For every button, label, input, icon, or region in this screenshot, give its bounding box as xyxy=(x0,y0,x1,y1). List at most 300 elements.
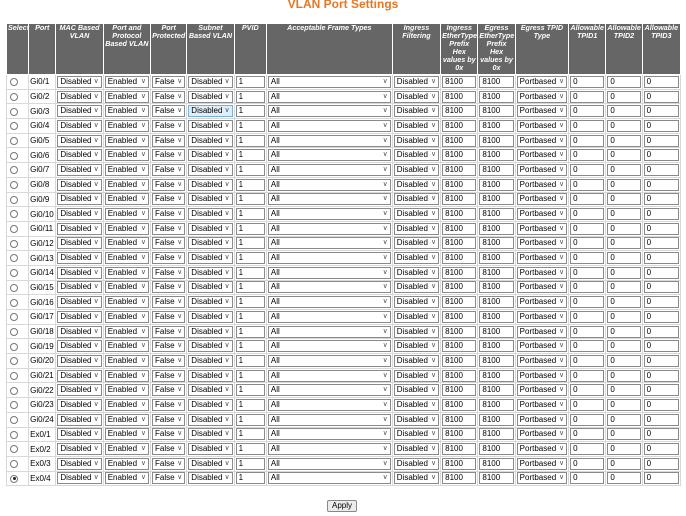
mac-vlan-select[interactable] xyxy=(57,149,101,161)
tpid3-input[interactable]: 0 xyxy=(644,326,679,338)
egress-ethertype-input[interactable]: 8100 xyxy=(479,472,513,484)
subnet-vlan-select[interactable] xyxy=(188,193,232,205)
egress-tpid-type-select[interactable] xyxy=(517,208,567,220)
tpid2-input[interactable]: 0 xyxy=(607,428,640,440)
select-radio[interactable] xyxy=(10,181,18,189)
select-radio[interactable] xyxy=(10,299,18,307)
select-radio[interactable] xyxy=(10,445,18,453)
tpid2-input[interactable]: 0 xyxy=(607,164,640,176)
ingress-filtering-select[interactable] xyxy=(394,208,439,220)
port-protected-select[interactable] xyxy=(152,428,185,440)
egress-ethertype-input[interactable]: 8100 xyxy=(479,252,513,264)
tpid1-input[interactable]: 0 xyxy=(570,237,604,249)
frame-types-select[interactable] xyxy=(268,370,391,382)
select-radio[interactable] xyxy=(10,416,18,424)
egress-ethertype-input[interactable]: 8100 xyxy=(479,237,513,249)
mac-vlan-select[interactable] xyxy=(57,237,101,249)
ingress-ethertype-input[interactable]: 8100 xyxy=(442,414,476,426)
pvid-input[interactable]: 1 xyxy=(236,164,265,176)
frame-types-select[interactable] xyxy=(268,443,391,455)
tpid3-input[interactable]: 0 xyxy=(644,105,679,117)
tpid2-input[interactable]: 0 xyxy=(607,296,640,308)
egress-ethertype-input[interactable]: 8100 xyxy=(479,76,513,88)
mac-vlan-select[interactable] xyxy=(57,428,101,440)
select-radio[interactable] xyxy=(10,269,18,277)
proto-vlan-select[interactable] xyxy=(105,237,149,249)
tpid3-input[interactable]: 0 xyxy=(644,76,679,88)
ingress-ethertype-input[interactable]: 8100 xyxy=(442,179,476,191)
tpid2-input[interactable]: 0 xyxy=(607,443,640,455)
frame-types-select[interactable] xyxy=(268,149,391,161)
ingress-ethertype-input[interactable]: 8100 xyxy=(442,384,476,396)
select-radio[interactable] xyxy=(10,78,18,86)
subnet-vlan-select[interactable] xyxy=(188,149,232,161)
tpid1-input[interactable]: 0 xyxy=(570,399,604,411)
ingress-filtering-select[interactable] xyxy=(394,428,439,440)
tpid2-input[interactable]: 0 xyxy=(607,384,640,396)
egress-ethertype-input[interactable]: 8100 xyxy=(479,208,513,220)
proto-vlan-select[interactable] xyxy=(105,296,149,308)
egress-tpid-type-select[interactable] xyxy=(517,340,567,352)
egress-ethertype-input[interactable]: 8100 xyxy=(479,296,513,308)
subnet-vlan-select[interactable] xyxy=(188,179,232,191)
tpid3-input[interactable]: 0 xyxy=(644,472,679,484)
ingress-filtering-select[interactable] xyxy=(394,105,439,117)
port-protected-select[interactable] xyxy=(152,252,185,264)
port-protected-select[interactable] xyxy=(152,208,185,220)
port-protected-select[interactable] xyxy=(152,179,185,191)
port-protected-select[interactable] xyxy=(152,399,185,411)
tpid2-input[interactable]: 0 xyxy=(607,472,640,484)
tpid3-input[interactable]: 0 xyxy=(644,120,679,132)
tpid3-input[interactable]: 0 xyxy=(644,237,679,249)
tpid1-input[interactable]: 0 xyxy=(570,311,604,323)
pvid-input[interactable]: 1 xyxy=(236,281,265,293)
mac-vlan-select[interactable] xyxy=(57,281,101,293)
ingress-ethertype-input[interactable]: 8100 xyxy=(442,135,476,147)
select-radio[interactable] xyxy=(10,475,18,483)
mac-vlan-select[interactable] xyxy=(57,267,101,279)
proto-vlan-select[interactable] xyxy=(105,311,149,323)
subnet-vlan-select[interactable] xyxy=(188,105,232,117)
tpid1-input[interactable]: 0 xyxy=(570,105,604,117)
subnet-vlan-select[interactable] xyxy=(188,296,232,308)
pvid-input[interactable]: 1 xyxy=(236,223,265,235)
egress-tpid-type-select[interactable] xyxy=(517,399,567,411)
port-protected-select[interactable] xyxy=(152,458,185,470)
proto-vlan-select[interactable] xyxy=(105,340,149,352)
ingress-ethertype-input[interactable]: 8100 xyxy=(442,76,476,88)
egress-tpid-type-select[interactable] xyxy=(517,91,567,103)
port-protected-select[interactable] xyxy=(152,326,185,338)
ingress-ethertype-input[interactable]: 8100 xyxy=(442,193,476,205)
port-protected-select[interactable] xyxy=(152,311,185,323)
subnet-vlan-select[interactable] xyxy=(188,384,232,396)
select-radio[interactable] xyxy=(10,328,18,336)
pvid-input[interactable]: 1 xyxy=(236,105,265,117)
subnet-vlan-select[interactable] xyxy=(188,340,232,352)
egress-ethertype-input[interactable]: 8100 xyxy=(479,105,513,117)
tpid2-input[interactable]: 0 xyxy=(607,399,640,411)
pvid-input[interactable]: 1 xyxy=(236,355,265,367)
egress-tpid-type-select[interactable] xyxy=(517,149,567,161)
subnet-vlan-select[interactable] xyxy=(188,237,232,249)
port-protected-select[interactable] xyxy=(152,149,185,161)
frame-types-select[interactable] xyxy=(268,76,391,88)
egress-ethertype-input[interactable]: 8100 xyxy=(479,355,513,367)
ingress-ethertype-input[interactable]: 8100 xyxy=(442,149,476,161)
tpid2-input[interactable]: 0 xyxy=(607,252,640,264)
egress-tpid-type-select[interactable] xyxy=(517,237,567,249)
tpid2-input[interactable]: 0 xyxy=(607,458,640,470)
port-protected-select[interactable] xyxy=(152,340,185,352)
egress-ethertype-input[interactable]: 8100 xyxy=(479,91,513,103)
ingress-filtering-select[interactable] xyxy=(394,458,439,470)
egress-tpid-type-select[interactable] xyxy=(517,281,567,293)
proto-vlan-select[interactable] xyxy=(105,414,149,426)
egress-ethertype-input[interactable]: 8100 xyxy=(479,120,513,132)
mac-vlan-select[interactable] xyxy=(57,355,101,367)
tpid2-input[interactable]: 0 xyxy=(607,237,640,249)
proto-vlan-select[interactable] xyxy=(105,135,149,147)
ingress-filtering-select[interactable] xyxy=(394,149,439,161)
port-protected-select[interactable] xyxy=(152,237,185,249)
proto-vlan-select[interactable] xyxy=(105,120,149,132)
select-radio[interactable] xyxy=(10,372,18,380)
mac-vlan-select[interactable] xyxy=(57,252,101,264)
mac-vlan-select[interactable] xyxy=(57,399,101,411)
proto-vlan-select[interactable] xyxy=(105,179,149,191)
select-radio[interactable] xyxy=(10,93,18,101)
mac-vlan-select[interactable] xyxy=(57,296,101,308)
subnet-vlan-select[interactable] xyxy=(188,135,232,147)
frame-types-select[interactable] xyxy=(268,281,391,293)
port-protected-select[interactable] xyxy=(152,91,185,103)
ingress-filtering-select[interactable] xyxy=(394,91,439,103)
frame-types-select[interactable] xyxy=(268,326,391,338)
subnet-vlan-select[interactable] xyxy=(188,443,232,455)
subnet-vlan-select[interactable] xyxy=(188,281,232,293)
proto-vlan-select[interactable] xyxy=(105,164,149,176)
tpid2-input[interactable]: 0 xyxy=(607,355,640,367)
proto-vlan-select[interactable] xyxy=(105,355,149,367)
proto-vlan-select[interactable] xyxy=(105,458,149,470)
ingress-filtering-select[interactable] xyxy=(394,472,439,484)
port-protected-select[interactable] xyxy=(152,193,185,205)
subnet-vlan-select[interactable] xyxy=(188,355,232,367)
frame-types-select[interactable] xyxy=(268,384,391,396)
tpid2-input[interactable]: 0 xyxy=(607,267,640,279)
proto-vlan-select[interactable] xyxy=(105,91,149,103)
tpid3-input[interactable]: 0 xyxy=(644,267,679,279)
ingress-filtering-select[interactable] xyxy=(394,370,439,382)
ingress-filtering-select[interactable] xyxy=(394,135,439,147)
ingress-ethertype-input[interactable]: 8100 xyxy=(442,340,476,352)
pvid-input[interactable]: 1 xyxy=(236,208,265,220)
proto-vlan-select[interactable] xyxy=(105,281,149,293)
tpid2-input[interactable]: 0 xyxy=(607,91,640,103)
pvid-input[interactable]: 1 xyxy=(236,252,265,264)
port-protected-select[interactable] xyxy=(152,355,185,367)
select-radio[interactable] xyxy=(10,431,18,439)
pvid-input[interactable]: 1 xyxy=(236,296,265,308)
egress-tpid-type-select[interactable] xyxy=(517,135,567,147)
port-protected-select[interactable] xyxy=(152,223,185,235)
proto-vlan-select[interactable] xyxy=(105,267,149,279)
proto-vlan-select[interactable] xyxy=(105,326,149,338)
tpid1-input[interactable]: 0 xyxy=(570,164,604,176)
mac-vlan-select[interactable] xyxy=(57,105,101,117)
pvid-input[interactable]: 1 xyxy=(236,311,265,323)
port-protected-select[interactable] xyxy=(152,105,185,117)
tpid2-input[interactable]: 0 xyxy=(607,281,640,293)
tpid3-input[interactable]: 0 xyxy=(644,223,679,235)
ingress-filtering-select[interactable] xyxy=(394,252,439,264)
port-protected-select[interactable] xyxy=(152,414,185,426)
egress-tpid-type-select[interactable] xyxy=(517,223,567,235)
pvid-input[interactable]: 1 xyxy=(236,135,265,147)
ingress-ethertype-input[interactable]: 8100 xyxy=(442,164,476,176)
mac-vlan-select[interactable] xyxy=(57,91,101,103)
egress-ethertype-input[interactable]: 8100 xyxy=(479,443,513,455)
egress-tpid-type-select[interactable] xyxy=(517,384,567,396)
ingress-filtering-select[interactable] xyxy=(394,311,439,323)
tpid3-input[interactable]: 0 xyxy=(644,252,679,264)
apply-button[interactable]: Apply xyxy=(327,500,357,512)
mac-vlan-select[interactable] xyxy=(57,458,101,470)
frame-types-select[interactable] xyxy=(268,414,391,426)
tpid2-input[interactable]: 0 xyxy=(607,179,640,191)
pvid-input[interactable]: 1 xyxy=(236,326,265,338)
tpid1-input[interactable]: 0 xyxy=(570,120,604,132)
frame-types-select[interactable] xyxy=(268,120,391,132)
tpid1-input[interactable]: 0 xyxy=(570,443,604,455)
pvid-input[interactable]: 1 xyxy=(236,91,265,103)
tpid2-input[interactable]: 0 xyxy=(607,311,640,323)
egress-ethertype-input[interactable]: 8100 xyxy=(479,384,513,396)
egress-tpid-type-select[interactable] xyxy=(517,311,567,323)
tpid1-input[interactable]: 0 xyxy=(570,281,604,293)
egress-tpid-type-select[interactable] xyxy=(517,164,567,176)
egress-tpid-type-select[interactable] xyxy=(517,193,567,205)
mac-vlan-select[interactable] xyxy=(57,340,101,352)
ingress-ethertype-input[interactable]: 8100 xyxy=(442,252,476,264)
ingress-ethertype-input[interactable]: 8100 xyxy=(442,443,476,455)
egress-ethertype-input[interactable]: 8100 xyxy=(479,311,513,323)
frame-types-select[interactable] xyxy=(268,458,391,470)
mac-vlan-select[interactable] xyxy=(57,76,101,88)
proto-vlan-select[interactable] xyxy=(105,76,149,88)
ingress-ethertype-input[interactable]: 8100 xyxy=(442,267,476,279)
tpid3-input[interactable]: 0 xyxy=(644,399,679,411)
subnet-vlan-select[interactable] xyxy=(188,458,232,470)
ingress-ethertype-input[interactable]: 8100 xyxy=(442,326,476,338)
ingress-ethertype-input[interactable]: 8100 xyxy=(442,472,476,484)
port-protected-select[interactable] xyxy=(152,281,185,293)
egress-tpid-type-select[interactable] xyxy=(517,105,567,117)
tpid3-input[interactable]: 0 xyxy=(644,149,679,161)
subnet-vlan-select[interactable] xyxy=(188,370,232,382)
tpid1-input[interactable]: 0 xyxy=(570,76,604,88)
tpid3-input[interactable]: 0 xyxy=(644,384,679,396)
select-radio[interactable] xyxy=(10,240,18,248)
tpid1-input[interactable]: 0 xyxy=(570,340,604,352)
mac-vlan-select[interactable] xyxy=(57,179,101,191)
ingress-ethertype-input[interactable]: 8100 xyxy=(442,120,476,132)
egress-tpid-type-select[interactable] xyxy=(517,370,567,382)
egress-tpid-type-select[interactable] xyxy=(517,296,567,308)
pvid-input[interactable]: 1 xyxy=(236,267,265,279)
port-protected-select[interactable] xyxy=(152,135,185,147)
ingress-ethertype-input[interactable]: 8100 xyxy=(442,311,476,323)
subnet-vlan-select[interactable] xyxy=(188,164,232,176)
ingress-filtering-select[interactable] xyxy=(394,281,439,293)
frame-types-select[interactable] xyxy=(268,105,391,117)
egress-tpid-type-select[interactable] xyxy=(517,267,567,279)
tpid1-input[interactable]: 0 xyxy=(570,135,604,147)
egress-tpid-type-select[interactable] xyxy=(517,179,567,191)
mac-vlan-select[interactable] xyxy=(57,370,101,382)
pvid-input[interactable]: 1 xyxy=(236,340,265,352)
tpid1-input[interactable]: 0 xyxy=(570,267,604,279)
proto-vlan-select[interactable] xyxy=(105,252,149,264)
ingress-filtering-select[interactable] xyxy=(394,443,439,455)
ingress-filtering-select[interactable] xyxy=(394,399,439,411)
ingress-ethertype-input[interactable]: 8100 xyxy=(442,281,476,293)
tpid2-input[interactable]: 0 xyxy=(607,120,640,132)
frame-types-select[interactable] xyxy=(268,311,391,323)
egress-ethertype-input[interactable]: 8100 xyxy=(479,414,513,426)
mac-vlan-select[interactable] xyxy=(57,208,101,220)
egress-tpid-type-select[interactable] xyxy=(517,443,567,455)
tpid2-input[interactable]: 0 xyxy=(607,370,640,382)
tpid1-input[interactable]: 0 xyxy=(570,91,604,103)
port-protected-select[interactable] xyxy=(152,120,185,132)
tpid1-input[interactable]: 0 xyxy=(570,458,604,470)
ingress-ethertype-input[interactable]: 8100 xyxy=(442,91,476,103)
egress-ethertype-input[interactable]: 8100 xyxy=(479,193,513,205)
ingress-ethertype-input[interactable]: 8100 xyxy=(442,105,476,117)
tpid1-input[interactable]: 0 xyxy=(570,326,604,338)
port-protected-select[interactable] xyxy=(152,384,185,396)
pvid-input[interactable]: 1 xyxy=(236,237,265,249)
ingress-filtering-select[interactable] xyxy=(394,237,439,249)
tpid3-input[interactable]: 0 xyxy=(644,179,679,191)
tpid2-input[interactable]: 0 xyxy=(607,223,640,235)
tpid3-input[interactable]: 0 xyxy=(644,311,679,323)
select-radio[interactable] xyxy=(10,387,18,395)
tpid3-input[interactable]: 0 xyxy=(644,355,679,367)
port-protected-select[interactable] xyxy=(152,472,185,484)
frame-types-select[interactable] xyxy=(268,252,391,264)
frame-types-select[interactable] xyxy=(268,340,391,352)
ingress-ethertype-input[interactable]: 8100 xyxy=(442,296,476,308)
frame-types-select[interactable] xyxy=(268,472,391,484)
egress-ethertype-input[interactable]: 8100 xyxy=(479,370,513,382)
pvid-input[interactable]: 1 xyxy=(236,370,265,382)
egress-ethertype-input[interactable]: 8100 xyxy=(479,458,513,470)
mac-vlan-select[interactable] xyxy=(57,384,101,396)
mac-vlan-select[interactable] xyxy=(57,443,101,455)
ingress-ethertype-input[interactable]: 8100 xyxy=(442,370,476,382)
pvid-input[interactable]: 1 xyxy=(236,399,265,411)
tpid2-input[interactable]: 0 xyxy=(607,414,640,426)
select-radio[interactable] xyxy=(10,460,18,468)
egress-ethertype-input[interactable]: 8100 xyxy=(479,149,513,161)
egress-ethertype-input[interactable]: 8100 xyxy=(479,135,513,147)
select-radio[interactable] xyxy=(10,284,18,292)
mac-vlan-select[interactable] xyxy=(57,164,101,176)
tpid1-input[interactable]: 0 xyxy=(570,414,604,426)
tpid2-input[interactable]: 0 xyxy=(607,193,640,205)
subnet-vlan-select[interactable] xyxy=(188,311,232,323)
tpid3-input[interactable]: 0 xyxy=(644,193,679,205)
frame-types-select[interactable] xyxy=(268,399,391,411)
egress-tpid-type-select[interactable] xyxy=(517,428,567,440)
tpid1-input[interactable]: 0 xyxy=(570,296,604,308)
proto-vlan-select[interactable] xyxy=(105,208,149,220)
frame-types-select[interactable] xyxy=(268,164,391,176)
frame-types-select[interactable] xyxy=(268,208,391,220)
proto-vlan-select[interactable] xyxy=(105,399,149,411)
ingress-ethertype-input[interactable]: 8100 xyxy=(442,355,476,367)
tpid1-input[interactable]: 0 xyxy=(570,370,604,382)
mac-vlan-select[interactable] xyxy=(57,472,101,484)
ingress-filtering-select[interactable] xyxy=(394,76,439,88)
tpid1-input[interactable]: 0 xyxy=(570,355,604,367)
pvid-input[interactable]: 1 xyxy=(236,458,265,470)
tpid2-input[interactable]: 0 xyxy=(607,340,640,352)
subnet-vlan-select[interactable] xyxy=(188,399,232,411)
port-protected-select[interactable] xyxy=(152,267,185,279)
tpid3-input[interactable]: 0 xyxy=(644,428,679,440)
proto-vlan-select[interactable] xyxy=(105,428,149,440)
select-radio[interactable] xyxy=(10,122,18,130)
tpid1-input[interactable]: 0 xyxy=(570,149,604,161)
mac-vlan-select[interactable] xyxy=(57,120,101,132)
tpid2-input[interactable]: 0 xyxy=(607,105,640,117)
subnet-vlan-select[interactable] xyxy=(188,428,232,440)
select-radio[interactable] xyxy=(10,210,18,218)
port-protected-select[interactable] xyxy=(152,76,185,88)
subnet-vlan-select[interactable] xyxy=(188,223,232,235)
proto-vlan-select[interactable] xyxy=(105,443,149,455)
tpid2-input[interactable]: 0 xyxy=(607,208,640,220)
tpid2-input[interactable]: 0 xyxy=(607,76,640,88)
egress-ethertype-input[interactable]: 8100 xyxy=(479,164,513,176)
tpid1-input[interactable]: 0 xyxy=(570,384,604,396)
egress-tpid-type-select[interactable] xyxy=(517,326,567,338)
egress-tpid-type-select[interactable] xyxy=(517,76,567,88)
ingress-filtering-select[interactable] xyxy=(394,179,439,191)
pvid-input[interactable]: 1 xyxy=(236,414,265,426)
ingress-filtering-select[interactable] xyxy=(394,120,439,132)
select-radio[interactable] xyxy=(10,357,18,365)
frame-types-select[interactable] xyxy=(268,237,391,249)
ingress-filtering-select[interactable] xyxy=(394,326,439,338)
select-radio[interactable] xyxy=(10,401,18,409)
tpid1-input[interactable]: 0 xyxy=(570,428,604,440)
frame-types-select[interactable] xyxy=(268,428,391,440)
select-radio[interactable] xyxy=(10,343,18,351)
egress-ethertype-input[interactable]: 8100 xyxy=(479,326,513,338)
subnet-vlan-select[interactable] xyxy=(188,76,232,88)
tpid2-input[interactable]: 0 xyxy=(607,149,640,161)
mac-vlan-select[interactable] xyxy=(57,326,101,338)
egress-tpid-type-select[interactable] xyxy=(517,252,567,264)
egress-ethertype-input[interactable]: 8100 xyxy=(479,340,513,352)
mac-vlan-select[interactable] xyxy=(57,223,101,235)
